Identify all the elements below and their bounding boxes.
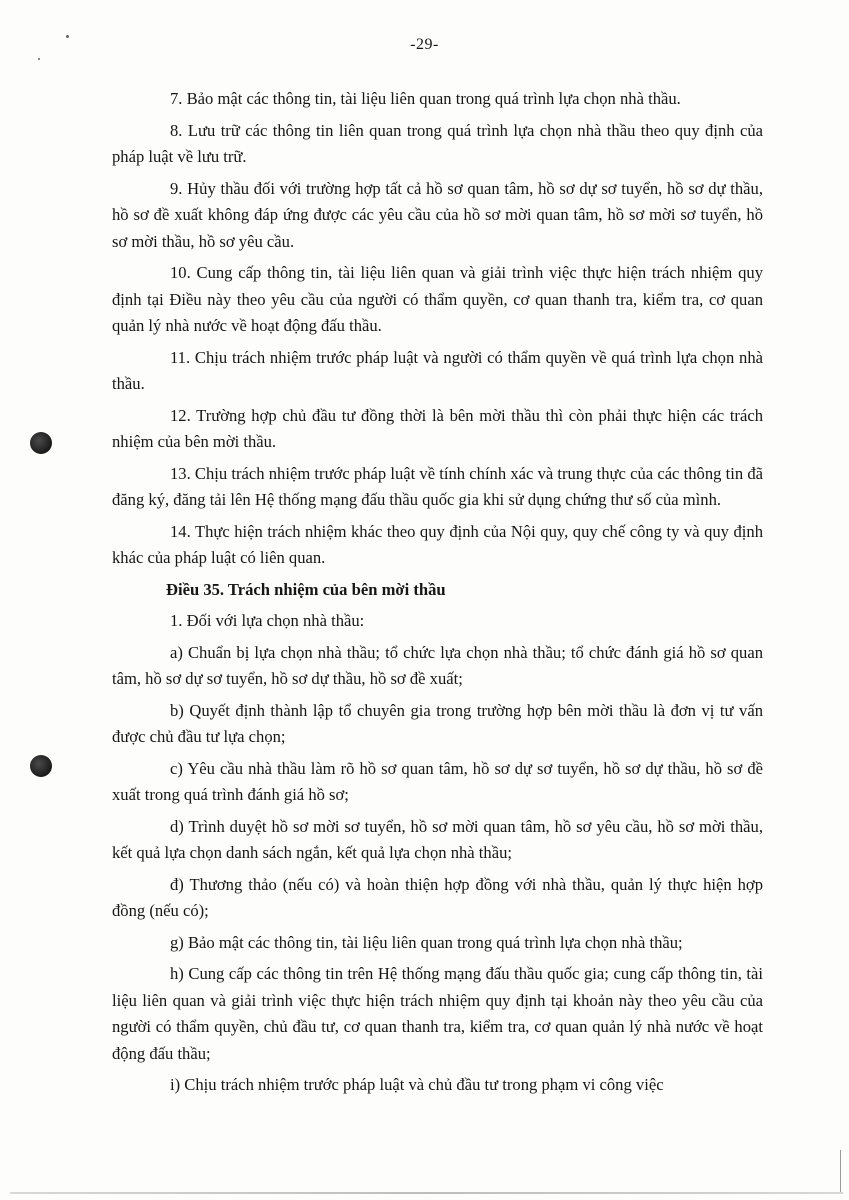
paragraph-13: 13. Chịu trách nhiệm trước pháp luật về tính chính xác và trung thực của các thông tin đã đăng ký, đăng tải lên Hệ thống mạng đấu thầu quốc gia khi sử dụng chứng thư số của mình. [112,463,763,509]
clause-1i: i) Chịu trách nhiệm trước pháp luật và chủ đầu tư trong phạm vi công việc [170,1075,664,1094]
clause-1b: b) Quyết định thành lập tổ chuyên gia trong trường hợp bên mời thầu là đơn vị tư vấn được chủ đầu tư lựa chọn; [112,700,763,746]
paragraph-8: 8. Lưu trữ các thông tin liên quan trong quá trình lựa chọn nhà thầu theo quy định của pháp luật về lưu trữ. [112,120,763,166]
page-edge-mark [840,1150,841,1192]
clause-1a: a) Chuẩn bị lựa chọn nhà thầu; tổ chức lựa chọn nhà thầu; tổ chức đánh giá hồ sơ quan tâm, hồ sơ dự sơ tuyển, hồ sơ dự thầu, hồ sơ đề xuất; [112,642,763,688]
clause-1h: h) Cung cấp các thông tin trên Hệ thống mạng đấu thầu quốc gia; cung cấp thông tin, tài liệu liên quan và giải trình việc thực hiện trách nhiệm quy định tại khoản này theo yêu cầu của người có thẩm quyền, chủ đầu tư, cơ quan thanh tra, kiểm tra, cơ quan quản lý nhà nước về hoạt động đấu thầu; [112,964,763,1063]
paragraph-9: 9. Hủy thầu đối với trường hợp tất cả hồ sơ quan tâm, hồ sơ dự sơ tuyển, hồ sơ dự thầu, hồ sơ đề xuất không đáp ứng được các yêu cầu của hồ sơ mời quan tâm, hồ sơ mời sơ tuyển, hồ sơ mời thầu, hồ sơ yêu cầu. [112,178,763,251]
document-body [112,86,763,1104]
clause-1c: c) Yêu cầu nhà thầu làm rõ hồ sơ quan tâm, hồ sơ dự sơ tuyển, hồ sơ dự thầu, hồ sơ đề xuất trong quá trình đánh giá hồ sơ; [112,758,763,804]
paragraph-12: 12. Trường hợp chủ đầu tư đồng thời là bên mời thầu thì còn phải thực hiện các trách nhiệm của bên mời thầu. [112,405,763,451]
punch-hole [30,432,52,454]
clause-1: 1. Đối với lựa chọn nhà thầu: [170,611,365,630]
paragraph-7: 7. Bảo mật các thông tin, tài liệu liên quan trong quá trình lựa chọn nhà thầu. [170,89,681,108]
clause-1dd: đ) Thương thảo (nếu có) và hoàn thiện hợp đồng với nhà thầu, quản lý thực hiện hợp đồng (nếu có); [112,874,763,920]
scan-speck [38,58,40,60]
page-number: -29- [410,36,439,53]
paragraph-10: 10. Cung cấp thông tin, tài liệu liên quan và giải trình việc thực hiện trách nhiệm quy định tại Điều này theo yêu cầu của người có thẩm quyền, cơ quan thanh tra, kiểm tra, cơ quan quản lý nhà nước về hoạt động đấu thầu. [112,263,763,335]
paragraph-14: 14. Thực hiện trách nhiệm khác theo quy định của Nội quy, quy chế công ty và quy định khác của pháp luật có liên quan. [112,521,763,567]
clause-1d: d) Trình duyệt hồ sơ mời sơ tuyển, hồ sơ mời quan tâm, hồ sơ yêu cầu, hồ sơ mời thầu, kết quả lựa chọn danh sách ngắn, kết quả lựa chọn nhà thầu; [112,816,763,862]
punch-hole [30,755,52,777]
page-bottom-edge [10,1192,843,1194]
article-heading: Điều 35. Trách nhiệm của bên mời thầu [166,579,446,599]
paragraph-11: 11. Chịu trách nhiệm trước pháp luật và người có thẩm quyền về quá trình lựa chọn nhà thầu. [112,347,763,393]
clause-1g: g) Bảo mật các thông tin, tài liệu liên quan trong quá trình lựa chọn nhà thầu; [170,932,683,952]
